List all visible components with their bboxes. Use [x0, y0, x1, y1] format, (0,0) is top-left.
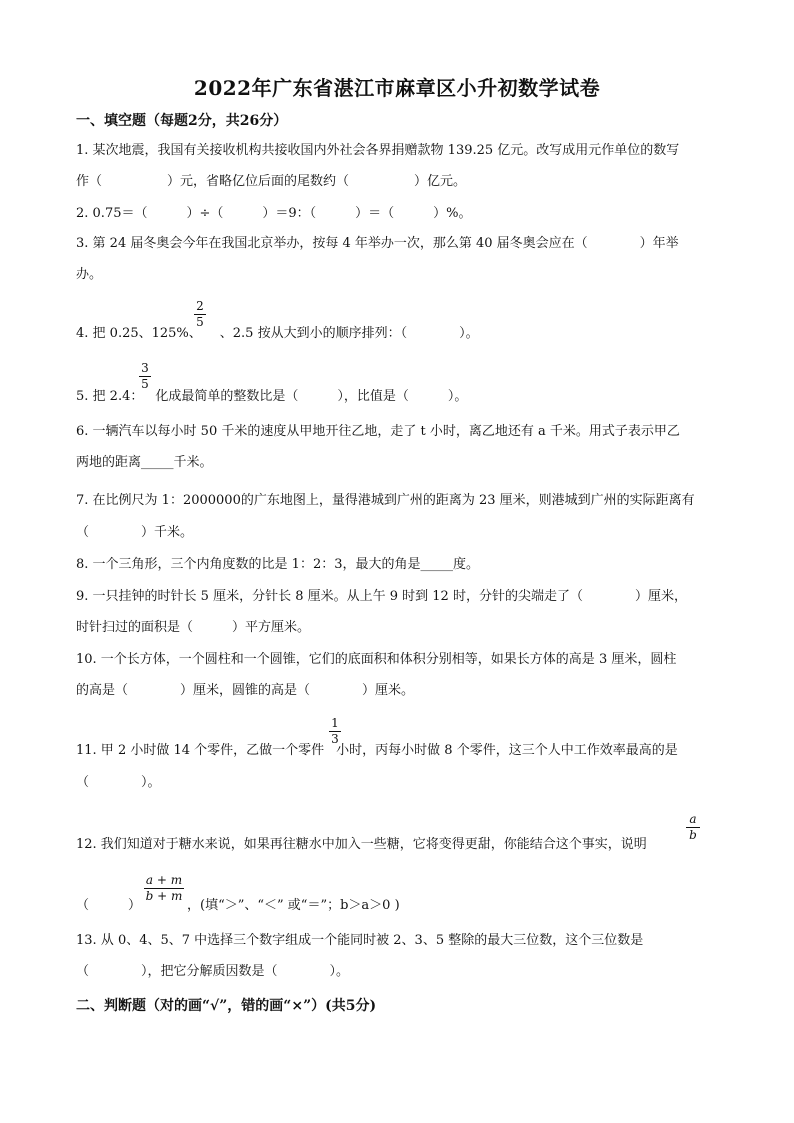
question-1-line-2: 作（ ）元，省略亿位后面的尾数约（ ）亿元。 [76, 174, 467, 189]
fraction-two-fifths [194, 300, 206, 329]
question-4-part-1: 4. 把 0.25、125%、 [76, 326, 202, 341]
question-4-part-2: 、2.5 按从大到小的顺序排列：（ ）。 [219, 326, 479, 341]
fraction-numerator: a + m [145, 873, 183, 887]
question-6-line-2: 两地的距离_____千米。 [76, 455, 213, 470]
question-9-line-2: 时针扫过的面积是（ ）平方厘米。 [76, 620, 311, 635]
section-heading-fill-blank: 一、填空题（每题2分，共26分） [76, 113, 288, 129]
question-2: 2. 0.75＝（ ）÷（ ）＝9：（ ）＝（ ）%。 [76, 206, 472, 221]
fraction-a-over-b [686, 813, 700, 842]
fraction-denominator: 3 [331, 732, 339, 746]
question-10-line-2: 的高是（ ）厘米，圆锥的高是（ ）厘米。 [76, 683, 415, 698]
page-title: 2022年广东省湛江市麻章区小升初数学试卷 [193, 76, 601, 100]
question-5-part-1: 5. 把 2.4： [76, 389, 144, 404]
fraction-numerator: a [689, 812, 697, 826]
question-10-line-1: 10. 一个长方体，一个圆柱和一个圆锥，它们的底面积和体积分别相等，如果长方体的高是 3 厘米，圆柱 [76, 652, 677, 667]
fraction-a-plus-m-over-b-plus-m [144, 874, 184, 903]
fraction-denominator: 5 [196, 315, 204, 329]
question-13-line-1: 13. 从 0、4、5、7 中选择三个数字组成一个能同时被 2、3、5 整除的最大三位数，这个三位数是 [76, 933, 644, 948]
question-13-line-2: （ ），把它分解质因数是（ ）。 [76, 964, 350, 979]
question-5-part-2: 化成最简单的整数比是（ ），比值是（ ）。 [155, 389, 468, 404]
section-heading-true-false: 二、判断题（对的画“√”，错的画“×”）(共5分) [76, 998, 377, 1014]
question-8: 8. 一个三角形，三个内角度数的比是 1：2：3，最大的角是_____度。 [76, 557, 479, 572]
question-12-line-1: 12. 我们知道对于糖水来说，如果再往糖水中加入一些糖，它将变得更甜，你能结合这个事实，说明 [76, 837, 647, 852]
question-4 [76, 326, 479, 342]
question-9-line-1: 9. 一只挂钟的时针长 5 厘米，分针长 8 厘米。从上午 9 时到 12 时，分针的尖端走了（ ）厘米， [76, 589, 687, 604]
fraction-three-fifths [139, 362, 151, 391]
fraction-one-third [329, 717, 341, 746]
fraction-numerator: 1 [331, 716, 339, 730]
question-11-line-1 [76, 743, 678, 759]
question-3-line-1: 3. 第 24 届冬奥会今年在我国北京举办，按每 4 年举办一次，那么第 40 届冬奥会应在（ ）年举 [76, 236, 679, 251]
question-5 [76, 389, 467, 405]
question-11-part-1: 11. 甲 2 小时做 14 个零件，乙做一个零件 [76, 743, 325, 758]
question-3-line-2: 办。 [76, 267, 103, 282]
question-6-line-1: 6. 一辆汽车以每小时 50 千米的速度从甲地开往乙地，走了 t 小时，离乙地还有 a 千米。用式子表示甲乙 [76, 424, 680, 439]
fraction-denominator: b + m [145, 889, 183, 903]
question-1-line-1: 1. 某次地震，我国有关接收机构共接收国内外社会各界捐赠款物 139.25 亿元。改写成用元作单位的数写 [76, 143, 680, 158]
question-7-line-1: 7. 在比例尺为 1：2000000的广东地图上，量得港城到广州的距离为 23 厘米，则港城到广州的实际距离有 [76, 493, 695, 508]
question-12-instruction: ，(填“＞”、“＜” 或“＝”；b＞a＞0 ) [187, 898, 400, 913]
question-11-line-2: （ ）。 [76, 775, 161, 790]
fraction-denominator: b [689, 828, 697, 842]
question-12-line-2 [76, 898, 400, 914]
question-12-answer-blank: （ ） [76, 898, 142, 913]
fraction-denominator: 5 [141, 377, 149, 391]
fraction-numerator: 3 [141, 361, 149, 375]
question-7-line-2: （ ）千米。 [76, 525, 194, 540]
question-11-part-2: 小时，丙每小时做 8 个零件，这三个人中工作效率最高的是 [336, 743, 678, 758]
fraction-numerator: 2 [196, 299, 204, 313]
